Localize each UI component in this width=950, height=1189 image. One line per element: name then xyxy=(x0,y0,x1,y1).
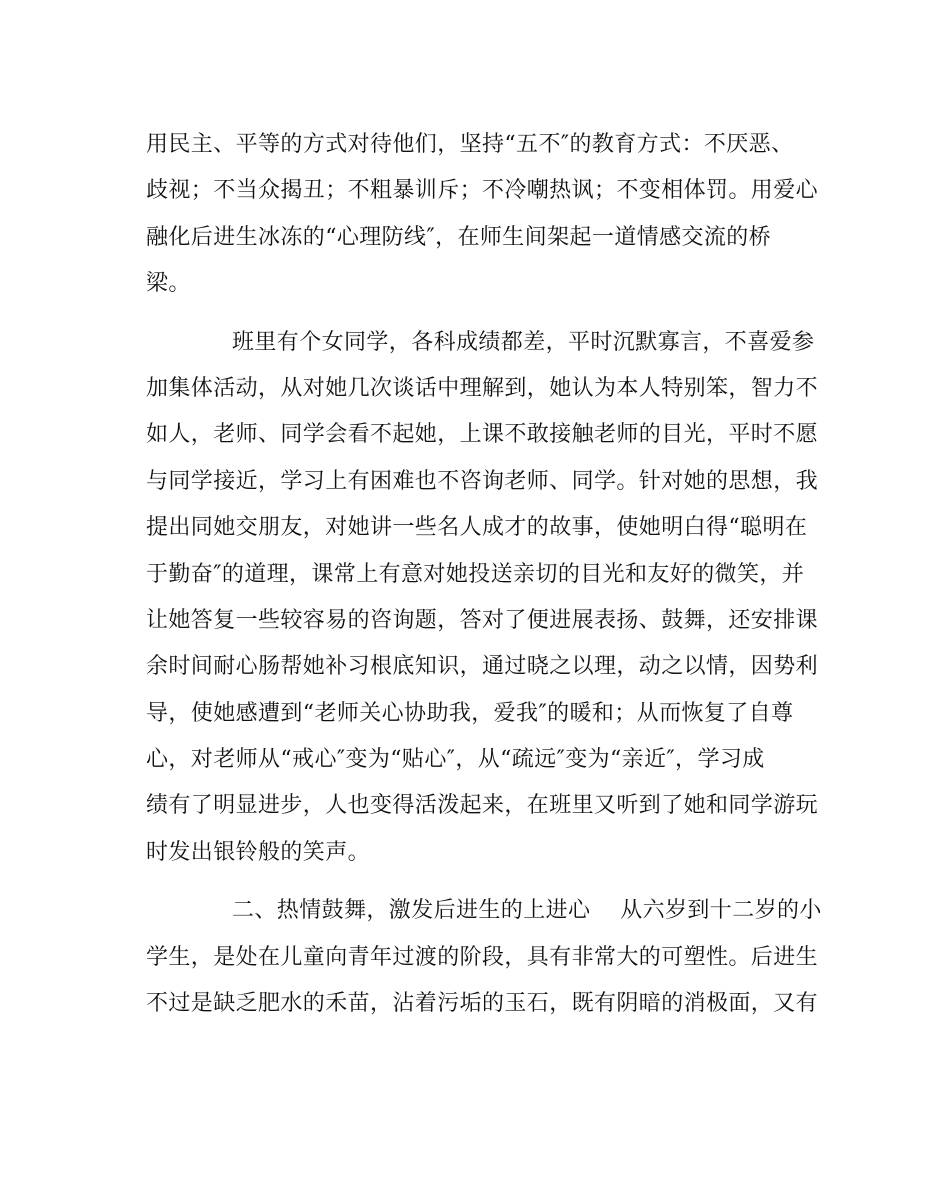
paragraph-spacer xyxy=(146,876,811,888)
text-line: 与同学接近，学习上有困难也不咨询老师、同学。针对她的思想，我 xyxy=(146,468,819,494)
text-line: 不过是缺乏肥水的禾苗，沾着污垢的玉石，既有阴暗的消极面，又有 xyxy=(146,991,819,1017)
paragraph-1 xyxy=(146,122,819,308)
text-line: 二、热情鼓舞，激发后进生的上进心 从六岁到十二岁的小 xyxy=(232,898,822,924)
text-line: 于勤奋″的道理，课常上有意对她投送亲切的目光和友好的微笑，并 xyxy=(146,561,805,587)
text-line: 学生，是处在儿童向青年过渡的阶段，具有非常大的可塑性。后进生 xyxy=(146,944,819,970)
text-line: 时发出银铃般的笑声。 xyxy=(146,839,371,865)
text-line: 如人，老师、同学会看不起她，上课不敢接触老师的目光，平时不愿 xyxy=(146,422,819,448)
text-line: 歧视；不当众揭丑；不粗暴训斥；不冷嘲热讽；不变相体罚。用爱心 xyxy=(146,178,819,204)
text-line: 导，使她感遭到“老师关心协助我，爱我″的暖和；从而恢复了自尊 xyxy=(146,700,794,726)
text-line: 梁。 xyxy=(146,271,191,297)
text-line: 提出同她交朋友，对她讲一些名人成才的故事，使她明白得“聪明在 xyxy=(146,515,808,541)
text-line: 用民主、平等的方式对待他们，坚持“五不″的教育方式：不厌恶、 xyxy=(146,132,794,157)
text-line: 绩有了明显进步，人也变得活泼起来，在班里又听到了她和同学游玩 xyxy=(146,793,819,819)
body-text xyxy=(146,122,822,1027)
paragraph-3 xyxy=(146,888,822,1027)
text-line: 加集体活动，从对她几次谈话中理解到，她认为本人特别笨，智力不 xyxy=(146,375,819,401)
text-line: 心，对老师从“戒心″变为“贴心″，从“疏远″变为“亲近″，学习成 xyxy=(146,747,765,773)
paragraph-2 xyxy=(146,320,819,877)
text-line: 班里有个女同学，各科成绩都差，平时沉默寡言，不喜爱参 xyxy=(232,329,815,355)
text-line: 让她答复一些较容易的咨询题，答对了便进展表扬、鼓舞，还安排课 xyxy=(146,607,819,633)
text-line: 融化后进生冰冻的“心理防线″，在师生间架起一道情感交流的桥 xyxy=(146,224,772,250)
text-line: 余时间耐心肠帮她补习根底知识，通过晓之以理，动之以情，因势利 xyxy=(146,654,819,680)
paragraph-spacer xyxy=(146,308,811,320)
